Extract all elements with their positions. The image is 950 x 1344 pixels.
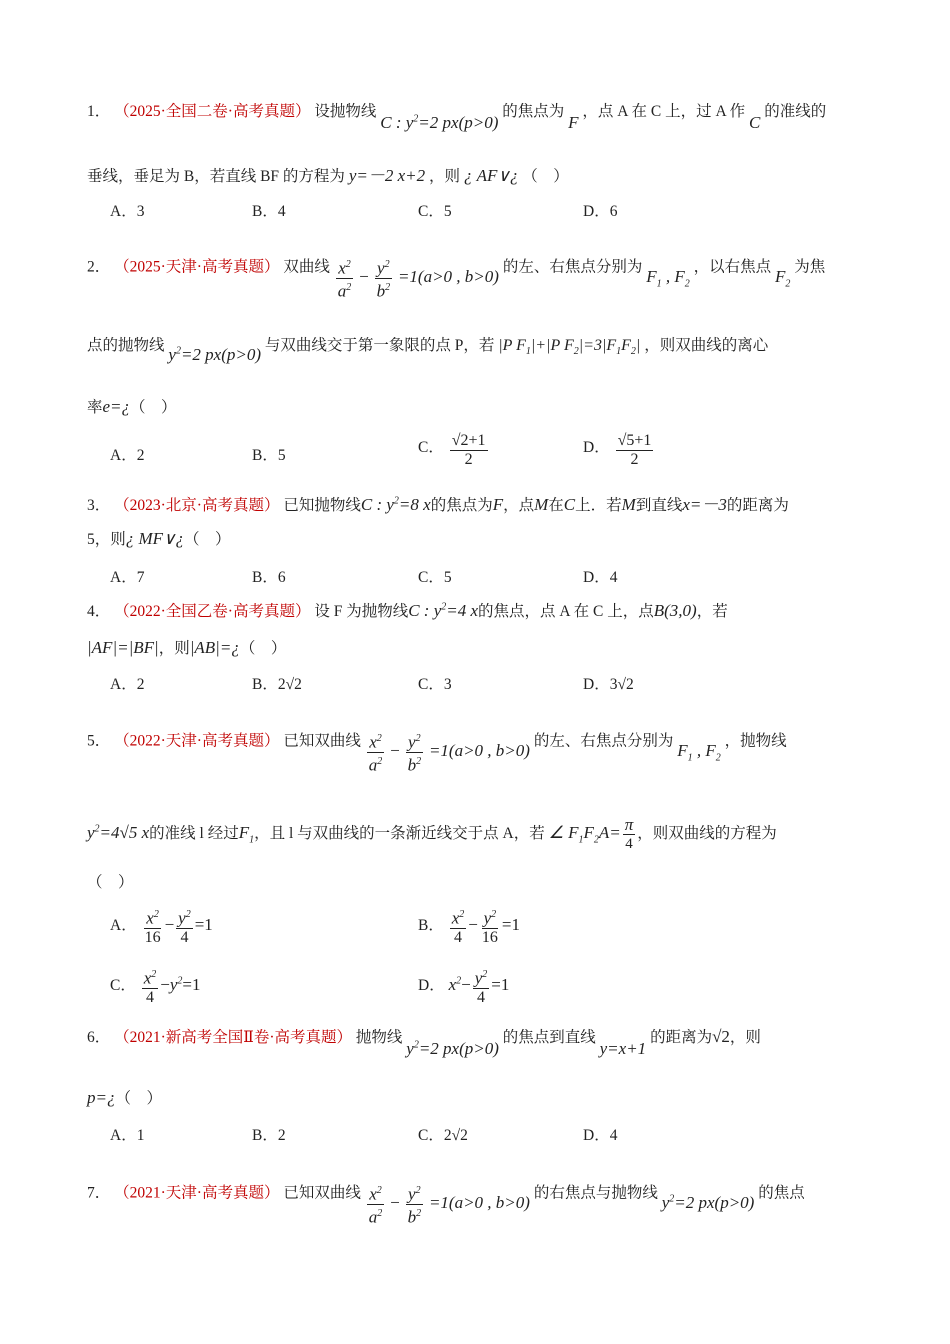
answer-blank: （ ） [522, 168, 569, 185]
option-b[interactable]: B．5 [252, 447, 286, 464]
question-1-line-1 [87, 99, 855, 132]
question-source: （2025·天津·高考真题） [114, 258, 280, 276]
question-number: 3． [87, 497, 111, 514]
question-text: ，点 A 在 C 上，过 A 作 [582, 103, 746, 120]
question-text: ，则 [428, 168, 460, 185]
question-text: ，以右焦点 [693, 258, 772, 276]
option-a[interactable]: A．1 [110, 1127, 145, 1144]
question-text: 的左、右焦点分别为 [502, 258, 643, 276]
option-b[interactable]: B．6 [252, 569, 286, 586]
question-text: 的焦点为 [502, 103, 565, 120]
question-5-line-2: $y^2=4√5$ x的准线 l 经过$F_1$，且 l 与双曲线的一条渐近线交于点 A，若 ∠ $F_1F_2A=$ $\frac{\pi}{4}$ ，则双曲线的方程为 [87, 815, 777, 852]
option-d[interactable]: D．4 [583, 1127, 618, 1144]
math-expr: $y^2=2$ px(p>0) [168, 345, 261, 364]
option-a[interactable]: A． $\frac{x^2}{16}$ − $\frac{y^2}{4}$ =1 [110, 906, 213, 947]
question-text: 已知抛物线 [283, 497, 361, 514]
question-2-line-2 [87, 333, 855, 364]
question-4-line-1: 4． （2022·全国乙卷·高考真题） 设 F 为抛物线C : $y^2=4$ x的焦点，点 A 在 C 上，点B(3,0)，若 [87, 601, 728, 620]
math-expr: $y^2=2$ px(p>0) [661, 1192, 755, 1212]
math-expr: C : $y^2=8$ x [360, 495, 431, 514]
answer-blank: （ ） [115, 1090, 162, 1107]
math-expr: $y^2=2$ px(p>0) [406, 1039, 499, 1058]
math-expr: C : $y^2=2$ px(p>0) [380, 113, 499, 132]
question-text: 为焦 [794, 258, 826, 276]
question-5-line-3 [87, 870, 855, 892]
option-b[interactable]: B． $\frac{x^2}{4}$ − $\frac{y^2}{16}$ =1 [418, 906, 520, 947]
question-text: 率 [87, 399, 103, 416]
answer-blank: （ ） [130, 399, 177, 416]
answer-blank: （ ） [87, 874, 134, 891]
question-text: 与双曲线交于第一象限的点 P，若 [264, 337, 495, 354]
question-6-line-2: p=¿（ ） [87, 1088, 162, 1107]
option-c[interactable]: C．5 [418, 203, 452, 220]
fraction: $\frac{\pi}{4}$ [624, 815, 634, 852]
option-a[interactable]: A．2 [110, 447, 145, 464]
answer-blank: （ ） [184, 531, 231, 548]
question-source: （2022·全国乙卷·高考真题） [114, 603, 311, 620]
fraction: $\frac{x^2}{a^2}$ [336, 256, 354, 300]
math-expr: C [749, 113, 761, 132]
question-number: 7． [87, 1184, 111, 1202]
option-c[interactable]: C．2√2 [418, 1127, 468, 1144]
question-source: （2021·新高考全国Ⅱ卷·高考真题） [114, 1029, 352, 1046]
question-3-line-2: 5，则¿ MF∨¿（ ） [87, 529, 231, 548]
math-expr: $F_1$ , $F_2$ [646, 266, 690, 290]
math-expr: $F_1$ , $F_2$ [677, 740, 721, 764]
question-1-line-2 [87, 161, 855, 186]
option-c[interactable]: C．3 [418, 676, 452, 693]
option-c[interactable]: C． $\frac{x^2}{4}$ $-y^2=1$ [110, 966, 201, 1007]
answer-blank: （ ） [239, 640, 287, 657]
option-c[interactable]: C． $\frac{√2+1}{2}$ [418, 432, 486, 468]
question-text: 垂线，垂足为 B，若直线 BF 的方程为 [87, 168, 345, 185]
question-number: 4． [87, 603, 111, 620]
question-4-line-2: |AF|=|BF|，则|AB|=¿（ ） [87, 638, 287, 657]
question-3-line-1: 3． （2023·北京·高考真题） 已知抛物线C : $y^2=8$ x的焦点为F，点M在C上．若M到直线x=－3的距离为 [87, 495, 789, 514]
math-expr: C : $y^2=4$ x [408, 601, 479, 620]
math-expr: ¿ AF∨¿ [463, 166, 519, 185]
math-expr: =1(a>0 , b>0) [397, 266, 499, 286]
question-number: 1． [87, 103, 111, 120]
option-d[interactable]: D． $x^2-$ $\frac{y^2}{4}$ =1 [418, 966, 509, 1007]
question-text: 设抛物线 [314, 103, 377, 120]
question-text: 双曲线 [283, 258, 330, 276]
option-b[interactable]: B．2√2 [252, 676, 302, 693]
question-source: （2025·全国二卷·高考真题） [114, 103, 311, 120]
question-source: （2023·北京·高考真题） [114, 497, 280, 514]
option-b[interactable]: B．2 [252, 1127, 286, 1144]
option-d[interactable]: D．6 [583, 203, 618, 220]
math-expr: F [568, 113, 579, 132]
math-expr: $y^2=4√5$ x [87, 823, 150, 843]
question-text: ，则双曲线的离心 [644, 337, 769, 354]
math-expr: |P $F_1|+|P$ $F_2|=3|F_1F_2|$ [498, 337, 641, 358]
math-expr: y=－2 x+2 [348, 166, 426, 185]
question-5-line-1: 5． （2022·天津·高考真题） 已知双曲线 $\frac{x^2}{a^2}$ − $\frac{y^2}{b^2}$ =1(a>0 , b>0) 的左、右焦点分别为 $F_1$ , $F_2$ ，抛物线 [87, 720, 855, 764]
question-text: 点的抛物线 [87, 337, 165, 354]
option-d[interactable]: D． $\frac{√5+1}{2}$ [583, 432, 652, 468]
option-c[interactable]: C．5 [418, 569, 452, 586]
option-d[interactable]: D．4 [583, 569, 618, 586]
fraction: $\frac{x^2}{a^2}$ [367, 1182, 385, 1226]
fraction: $\frac{y^2}{b^2}$ [406, 1182, 424, 1226]
option-d[interactable]: D．3√2 [583, 676, 634, 693]
question-2-line-1: 2． （2025·天津·高考真题） 双曲线 $\frac{x^2}{a^2}$ − $\frac{y^2}{b^2}$ =1(a>0 , b>0) 的左、右焦点分别为 $F_1$ , $F_2$ ，以右焦点 $F_2$ 为焦 [87, 246, 855, 290]
option-a[interactable]: A．2 [110, 676, 145, 693]
fraction: $\frac{y^2}{b^2}$ [406, 730, 424, 774]
option-b[interactable]: B．4 [252, 203, 286, 220]
question-2-line-3 [87, 395, 855, 417]
question-6-line-1: 6． （2021·新高考全国Ⅱ卷·高考真题） 抛物线 $y^2=2$ px(p>0) 的焦点到直线 y=x+1 的距离为√2，则 [87, 1027, 761, 1058]
question-7-line-1: 7． （2021·天津·高考真题） 已知双曲线 $\frac{x^2}{a^2}$ − $\frac{y^2}{b^2}$ =1(a>0 , b>0) 的右焦点与抛物线 $y^2=2$ px(p>0) 的焦点 [87, 1172, 855, 1216]
option-a[interactable]: A．7 [110, 569, 145, 586]
fraction: $\frac{x^2}{a^2}$ [367, 730, 385, 774]
question-number: 5． [87, 732, 111, 750]
fraction: $\frac{y^2}{b^2}$ [375, 256, 393, 300]
question-number: 6． [87, 1029, 111, 1046]
math-expr: $F_2$ [775, 266, 791, 290]
question-number: 2． [87, 258, 111, 276]
math-expr: e=¿ [102, 397, 131, 416]
question-text: 的准线的 [764, 103, 827, 120]
option-a[interactable]: A．3 [110, 203, 145, 220]
question-source: （2021·天津·高考真题） [114, 1184, 280, 1202]
question-source: （2022·天津·高考真题） [114, 732, 280, 750]
